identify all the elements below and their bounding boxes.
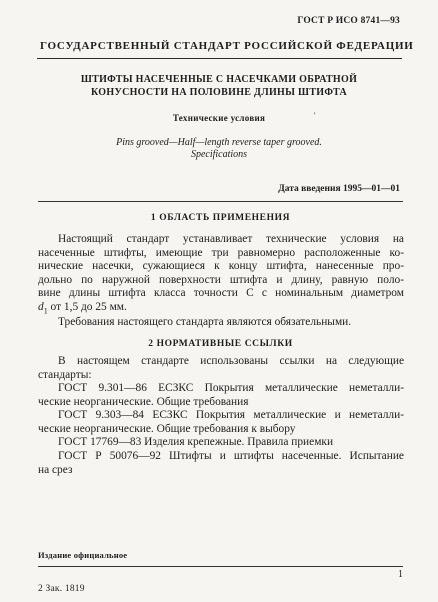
reference-item-line: ГОСТ 9.303—84 ЕСЗКС Покрытия металлические и неметалли-: [58, 409, 404, 422]
section-1-line: вине длины штифта класса точности С с номинальным диаметром: [38, 287, 404, 300]
page-number: 1: [398, 569, 403, 580]
title-ru-line-1: ШТИФТЫ НАСЕЧЕННЫЕ С НАСЕЧКАМИ ОБРАТНОЙ: [80, 74, 358, 85]
section-1-mandatory-note: Требования настоящего стандарта являются обязательными.: [58, 316, 352, 328]
reference-item-line: ческие неорганические. Общие требования: [38, 395, 249, 408]
effective-date: Дата введения 1995—01—01: [278, 184, 400, 194]
doc-code: ГОСТ Р ИСО 8741—93: [297, 16, 400, 26]
reference-item-line: ГОСТ 9.301—86 ЕСЗКС Покрытия металлические неметалли-: [58, 382, 404, 394]
section-1-line: дольно по наружной поверхности штифта и длину, равную поло-: [38, 273, 404, 286]
top-divider: [37, 58, 402, 59]
diameter-range: от 1,5 до 25 мм.: [47, 300, 127, 313]
section-1-line: Настоящий стандарт устанавливает технические условия на: [58, 233, 404, 245]
official-edition-label: Издание официальное: [38, 550, 128, 560]
reference-item-line: ГОСТ 17769—83 Изделия крепежные. Правила приемки: [58, 436, 334, 449]
subtitle-ru: Технические условия: [172, 113, 266, 123]
title-ru-line-2: КОНУСНОСТИ НА ПОЛОВИНЕ ДЛИНЫ ШТИФТА: [90, 87, 348, 98]
section-1-line: нические насечки, сужающиеся к концу штифта, нанесенные про-: [38, 260, 404, 273]
section-2-title: 2 НОРМАТИВНЫЕ ССЫЛКИ: [148, 339, 293, 349]
middle-divider: [38, 201, 403, 202]
title-en: [40, 137, 398, 161]
state-standard-heading: ГОСУДАРСТВЕННЫЙ СТАНДАРТ РОССИЙСКОЙ ФЕДЕРАЦИИ: [40, 40, 414, 52]
print-order-number: 2 Зак. 1819: [38, 584, 85, 594]
title-ru: [40, 73, 398, 99]
diameter-symbol: d: [38, 300, 44, 313]
section-1-title: 1 ОБЛАСТЬ ПРИМЕНЕНИЯ: [150, 213, 291, 223]
section-1-paragraph-1: [38, 233, 404, 318]
title-en-line-2: Specifications: [190, 149, 248, 160]
section-2-intro-line: стандарты:: [38, 368, 92, 381]
section-1-paragraph-2: [38, 316, 404, 330]
diameter-subscript: 1: [43, 306, 48, 316]
section-2-intro: [38, 355, 404, 382]
reference-item-line: ГОСТ Р 50076—92 Штифты и штифты насеченные. Испытание: [58, 449, 404, 462]
bottom-divider: [38, 566, 403, 567]
section-1-line: насеченные штифты, имеющие три равномерно расположенные ко-: [38, 246, 404, 259]
section-2-intro-line: В настоящем стандарте использованы ссылки на следующие: [58, 355, 404, 367]
margin-mark: ': [314, 111, 316, 120]
title-en-line-1: Pins grooved—Half—length reverse taper grooved.: [116, 137, 322, 148]
reference-item-line: на срез: [38, 463, 73, 476]
reference-item-line: ческие неорганические. Общие требования к выбору: [38, 422, 296, 435]
reference-list: [38, 382, 404, 477]
